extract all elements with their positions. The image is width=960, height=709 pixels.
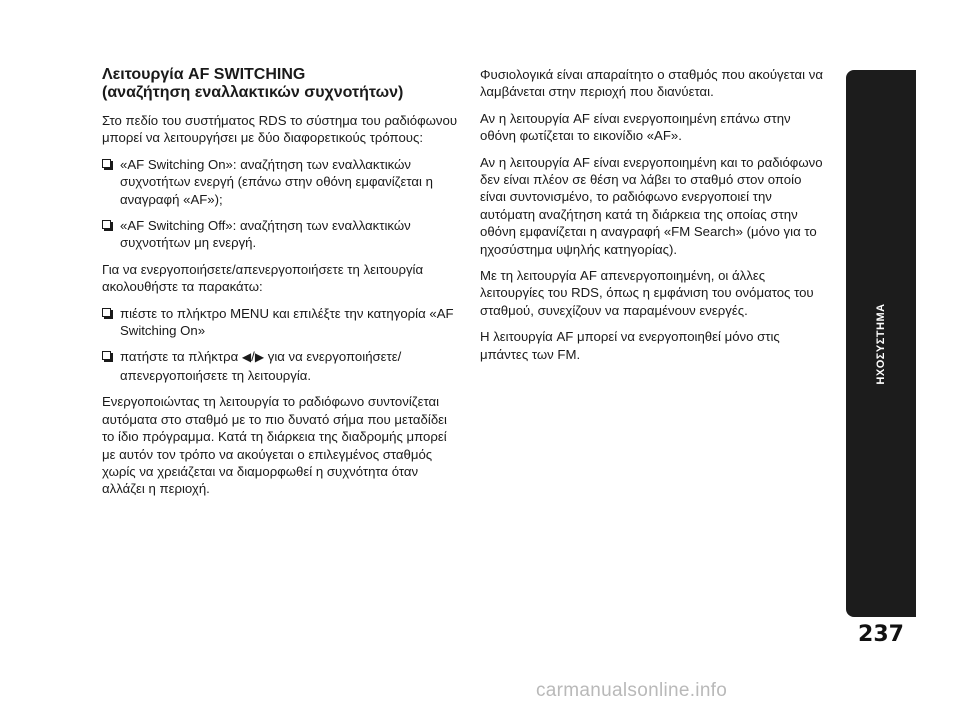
- page-number: 237: [858, 622, 904, 647]
- checkbox-bullet-icon: [102, 351, 111, 360]
- paragraph: Η λειτουργία AF μπορεί να ενεργοποιηθεί μόνο στις μπάντες των FM.: [480, 329, 780, 362]
- checkbox-bullet-icon: [102, 159, 111, 168]
- paragraph: Αν η λειτουργία AF είναι ενεργοποιημένη και το ραδιόφωνο δεν είναι πλέον σε θέση να λάβει το σταθμό στον οποίο είναι συντονισμένο, το ραδιόφωνο ενεργοποιεί την αυτόματη αναζήτηση κατά τη διάρκεια της οποίας στην οθόνη εμφανίζεται η αναγραφή «FM Search» (μόνο για το ηχοσύστημα υψηλής κατηγορίας).: [480, 154, 823, 257]
- activation-intro: Για να ενεργοποιήσετε/απενεργοποιήσετε τη λειτουργία ακολουθήστε τα παρακάτω:: [102, 261, 424, 295]
- bullet-item: [102, 156, 460, 208]
- right-arrow-icon: ▶: [254, 350, 265, 365]
- bullet-text: «AF Switching On»: αναζήτηση των εναλλακτικών συχνοτήτων ενεργή (επάνω στην οθόνη εμφανίζεται η αναγραφή «AF»);: [120, 156, 433, 207]
- section-title: [102, 66, 460, 102]
- step-text-pre: πατήστε τα πλήκτρα: [120, 349, 239, 365]
- paragraph: Αν η λειτουργία AF είναι ενεργοποιημένη επάνω στην οθόνη φωτίζεται το εικονίδιο «AF».: [480, 110, 791, 144]
- chapter-tab-label: ΗΧΟΣΥΣΤΗΜΑ: [875, 302, 887, 385]
- section-title-line2: (αναζήτηση εναλλακτικών συχνοτήτων): [102, 84, 404, 101]
- intro-paragraph: Στο πεδίο του συστήματος RDS το σύστημα του ραδιόφωνου μπορεί να λειτουργήσει με δύο διαφορετικούς τρόπους:: [102, 113, 458, 146]
- left-arrow-icon: ◀: [241, 350, 252, 365]
- closing-paragraph: Ενεργοποιώντας τη λειτουργία το ραδιόφωνο συντονίζεται αυτόματα στο σταθμό με το πιο δυνατό σήμα που μεταδίδει το ίδιο πρόγραμμα. Κατά τη διάρκεια της διαδρομής μπορεί με αυτόν τον τρόπο να ακούγεται ο επιλεγμένος σταθμός χωρίς να χρειάζεται να διαμορφωθεί η συχνότητα όταν αλλάζει η περιοχή.: [102, 394, 447, 497]
- step-item: [102, 305, 460, 340]
- left-column: [102, 66, 460, 507]
- watermark: carmanualsonline.info: [536, 680, 728, 701]
- paragraph: Με τη λειτουργία AF απενεργοποιημένη, οι άλλες λειτουργίες του RDS, όπως η εμφάνιση του ονόματος του σταθμού, συνεχίζουν να παραμένουν ενεργές.: [480, 268, 814, 318]
- step-item: [102, 348, 460, 384]
- section-title-line1: Λειτουργία AF SWITCHING: [102, 66, 306, 83]
- bullet-text: «AF Switching Off»: αναζήτηση των εναλλακτικών συχνοτήτων μη ενεργή.: [120, 218, 411, 251]
- step-text-post: για να ενεργοποιήσετε/απενεργοποιήσετε τη λειτουργία.: [120, 349, 402, 383]
- bullet-item: [102, 217, 460, 252]
- arrow-separator: /: [251, 349, 255, 365]
- step-text: πιέστε το πλήκτρο MENU και επιλέξτε την κατηγορία «AF Switching On»: [120, 305, 454, 339]
- checkbox-bullet-icon: [102, 220, 111, 229]
- paragraph: Φυσιολογικά είναι απαραίτητο ο σταθμός που ακούγεται να λαμβάνεται στην περιοχή που διανύεται.: [480, 67, 823, 100]
- checkbox-bullet-icon: [102, 308, 111, 317]
- right-column: [480, 66, 830, 372]
- chapter-tab: [846, 70, 916, 617]
